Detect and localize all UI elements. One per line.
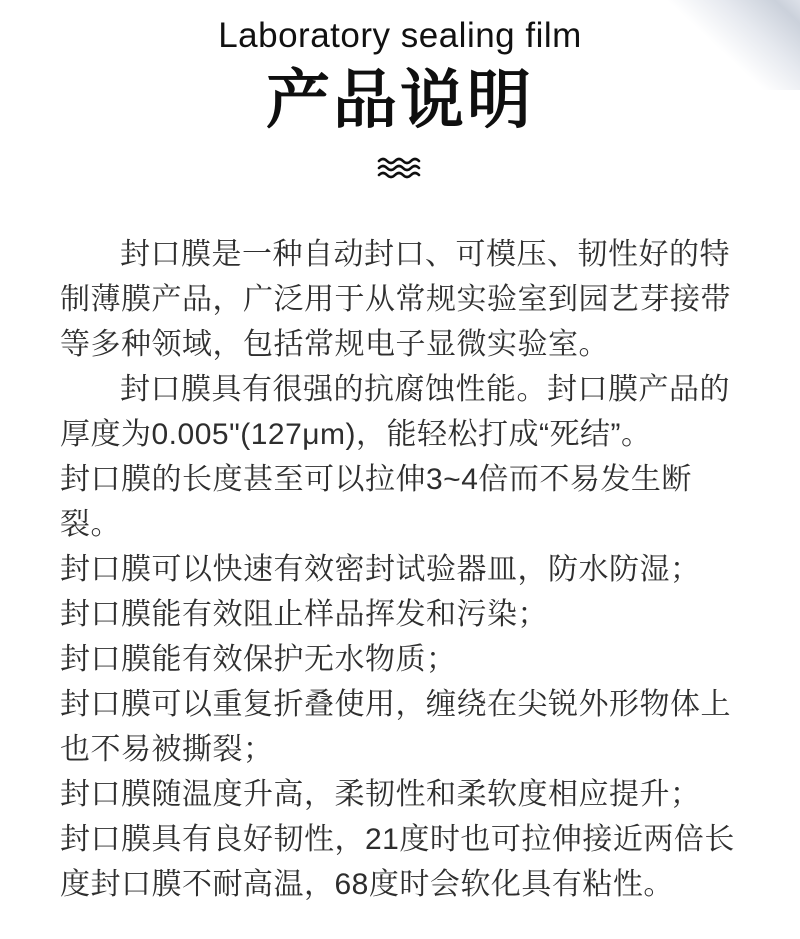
body-paragraph: 封口膜能有效保护无水物质； bbox=[60, 643, 457, 676]
page-title: 产品说明 bbox=[266, 64, 534, 136]
triple-wave-icon bbox=[376, 156, 424, 173]
body-paragraph: 封口膜随温度升高，柔韧性和柔软度相应提升； bbox=[60, 778, 701, 811]
body-paragraph: 封口膜的长度甚至可以拉伸3~4倍而不易发生断裂。 bbox=[60, 463, 692, 541]
body-paragraph: 封口膜能有效阻止样品挥发和污染； bbox=[60, 598, 548, 631]
body-paragraph: 封口膜具有很强的抗腐蚀性能。封口膜产品的厚度为0.005"(127μm)，能轻松打成“死结”。 bbox=[60, 373, 730, 451]
wave-divider bbox=[0, 156, 800, 182]
product-description-body bbox=[60, 232, 740, 907]
subtitle-english: Laboratory sealing film bbox=[218, 16, 582, 55]
body-paragraph: 封口膜可以快速有效密封试验器皿，防水防湿； bbox=[60, 553, 701, 586]
body-paragraph: 封口膜可以重复折叠使用，缠绕在尖锐外形物体上也不易被撕裂； bbox=[60, 688, 731, 766]
body-paragraph: 封口膜具有良好韧性，21度时也可拉伸接近两倍长度封口膜不耐高温，68度时会软化具有粘性。 bbox=[60, 823, 735, 901]
body-paragraph: 封口膜是一种自动封口、可模压、韧性好的特制薄膜产品，广泛用于从常规实验室到园艺芽接带等多种领域，包括常规电子显微实验室。 bbox=[60, 238, 731, 361]
